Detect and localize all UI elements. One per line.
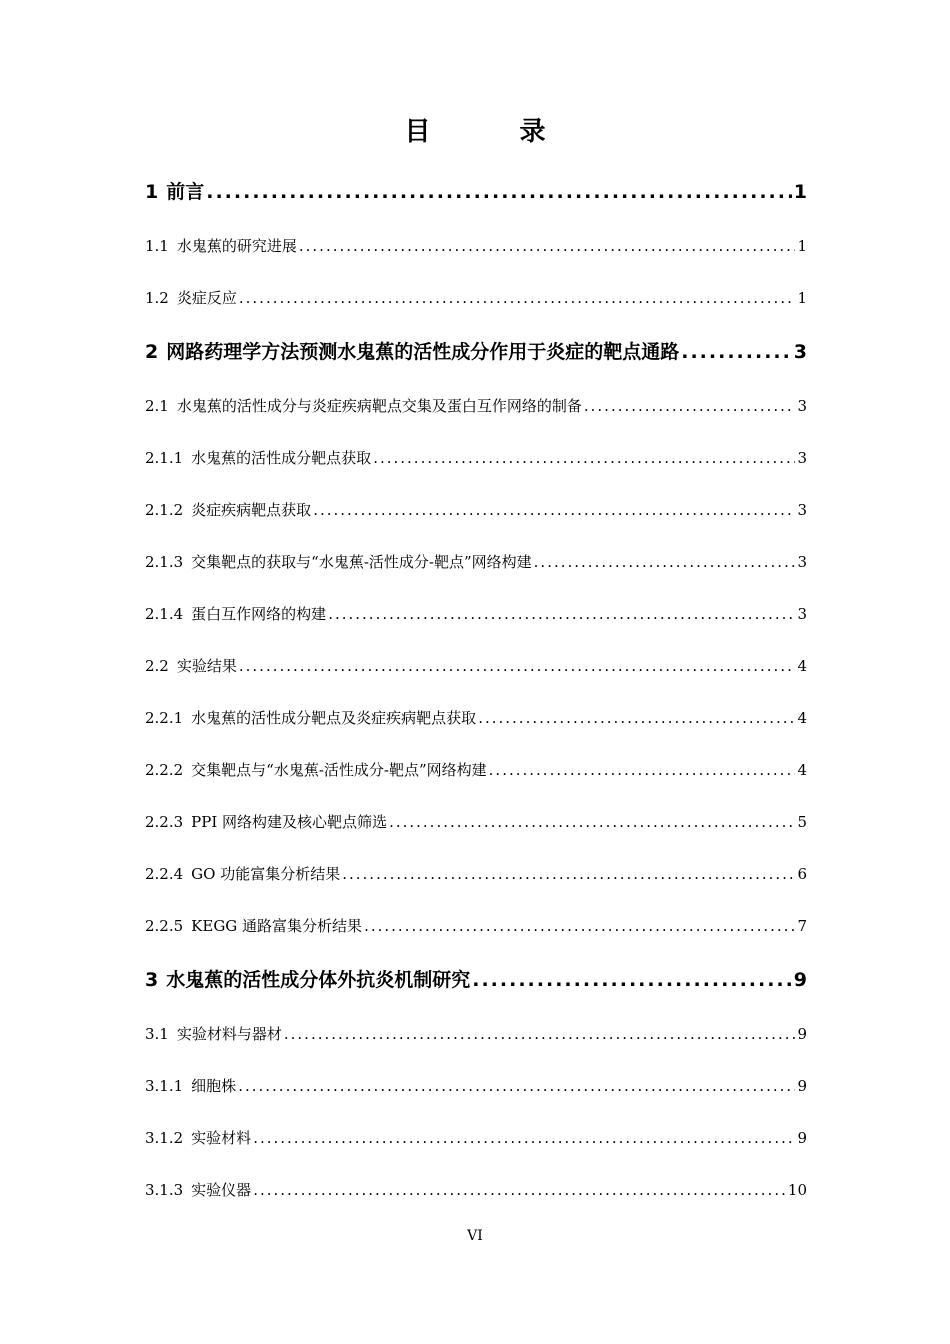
toc-dot-leader	[299, 220, 796, 272]
toc-entry-number: 3.1.3	[145, 1181, 184, 1199]
toc-entry[interactable]	[145, 848, 807, 900]
toc-entry-number: 2.2.2	[145, 761, 184, 779]
toc-entry-page: 9	[797, 1129, 807, 1147]
toc-entry[interactable]	[145, 484, 807, 536]
toc-entry-title: 蛋白互作网络的构建	[191, 605, 327, 623]
toc-dot-leader	[681, 324, 792, 380]
toc-dot-leader	[239, 272, 796, 324]
toc-entry[interactable]	[145, 744, 807, 796]
toc-entry-number: 2.2.1	[145, 709, 184, 727]
toc-entry-title: 水鬼蕉的活性成分靶点获取	[191, 449, 372, 467]
toc-entry-page: 7	[797, 917, 807, 935]
toc-entry[interactable]	[145, 900, 807, 952]
toc-entry-number: 1.2	[145, 289, 169, 307]
toc-entry-page: 1	[797, 237, 807, 255]
toc-entry-title: 交集靶点的获取与“水鬼蕉-活性成分-靶点”网络构建	[191, 553, 532, 571]
toc-entry-number: 3	[145, 969, 159, 991]
toc-entry-title: 炎症反应	[176, 289, 237, 307]
toc-entry-title: 水鬼蕉的活性成分体外抗炎机制研究	[166, 969, 471, 991]
toc-entry-number: 2.1	[145, 397, 169, 415]
toc-dot-leader	[284, 1008, 796, 1060]
toc-dot-leader	[389, 796, 795, 848]
toc-dot-leader	[342, 848, 795, 900]
toc-dot-leader	[478, 692, 795, 744]
toc-dot-leader	[253, 1112, 795, 1164]
toc-entry[interactable]	[145, 640, 807, 692]
toc-entry-number: 2.1.2	[145, 501, 184, 519]
toc-entry-title: 实验仪器	[191, 1181, 252, 1199]
toc-entry-page: 9	[797, 1077, 807, 1095]
toc-entry[interactable]	[145, 324, 807, 380]
toc-entry-title: 炎症疾病靶点获取	[191, 501, 312, 519]
toc-entry-number: 2	[145, 341, 159, 363]
toc-entry[interactable]	[145, 796, 807, 848]
toc-entry[interactable]	[145, 588, 807, 640]
toc-entry-title: 前言	[166, 181, 205, 203]
toc-entry-number: 3.1.2	[145, 1129, 184, 1147]
toc-entry-page: 4	[797, 657, 807, 675]
toc-entry-page: 1	[797, 289, 807, 307]
toc-entry-title: 实验材料与器材	[176, 1025, 282, 1043]
toc-dot-leader	[534, 536, 796, 588]
toc-entry-title: 网路药理学方法预测水鬼蕉的活性成分作用于炎症的靶点通路	[166, 341, 680, 363]
toc-entry[interactable]	[145, 432, 807, 484]
toc-entry-title: 实验结果	[176, 657, 237, 675]
toc-entry[interactable]	[145, 1164, 807, 1216]
toc-entry-title: 交集靶点与“水鬼蕉-活性成分-靶点”网络构建	[191, 761, 487, 779]
toc-entry[interactable]	[145, 220, 807, 272]
toc-entry-page: 3	[793, 341, 807, 363]
toc-dot-leader	[328, 588, 795, 640]
toc-dot-leader	[364, 900, 795, 952]
toc-entry[interactable]	[145, 380, 807, 432]
toc-entry-number: 2.2.3	[145, 813, 184, 831]
toc-dot-leader	[206, 164, 792, 220]
page-title: 目 录	[404, 117, 586, 147]
toc-dot-leader	[584, 380, 796, 432]
toc-entry-number: 2.1.4	[145, 605, 184, 623]
toc-dot-leader	[253, 1164, 786, 1216]
toc-entry-number: 2.1.1	[145, 449, 184, 467]
toc-entry-title: 细胞株	[191, 1077, 237, 1095]
toc-entry-title: 水鬼蕉的研究进展	[176, 237, 297, 255]
table-of-contents	[145, 164, 807, 1216]
toc-entry-page: 3	[797, 553, 807, 571]
toc-entry-page: 4	[797, 709, 807, 727]
toc-entry-number: 1.1	[145, 237, 169, 255]
toc-entry-number: 2.2	[145, 657, 169, 675]
toc-dot-leader	[239, 640, 796, 692]
toc-dot-leader	[238, 1060, 795, 1112]
toc-entry-title: 实验材料	[191, 1129, 252, 1147]
toc-entry[interactable]	[145, 692, 807, 744]
toc-entry-page: 3	[797, 397, 807, 415]
toc-dot-leader	[472, 952, 792, 1008]
toc-entry-page: 1	[793, 181, 807, 203]
toc-entry[interactable]	[145, 536, 807, 588]
toc-entry-page: 4	[797, 761, 807, 779]
toc-dot-leader	[489, 744, 796, 796]
toc-entry-page: 3	[797, 449, 807, 467]
toc-entry-number: 2.2.4	[145, 865, 184, 883]
toc-dot-leader	[373, 432, 795, 484]
toc-entry-page: 9	[797, 1025, 807, 1043]
toc-entry[interactable]	[145, 1112, 807, 1164]
toc-entry-number: 3.1.1	[145, 1077, 184, 1095]
footer-page-number: VI	[467, 1228, 483, 1244]
toc-entry-number: 2.1.3	[145, 553, 184, 571]
toc-entry-title: KEGG 通路富集分析结果	[191, 917, 363, 935]
toc-entry-page: 5	[797, 813, 807, 831]
toc-entry[interactable]	[145, 272, 807, 324]
toc-entry[interactable]	[145, 1008, 807, 1060]
toc-entry-page: 6	[797, 865, 807, 883]
toc-entry[interactable]	[145, 952, 807, 1008]
toc-entry-number: 3.1	[145, 1025, 169, 1043]
toc-entry-number: 1	[145, 181, 159, 203]
toc-entry[interactable]	[145, 1060, 807, 1112]
toc-entry-title: 水鬼蕉的活性成分靶点及炎症疾病靶点获取	[191, 709, 477, 727]
toc-entry-title: 水鬼蕉的活性成分与炎症疾病靶点交集及蛋白互作网络的制备	[176, 397, 582, 415]
toc-entry-page: 3	[797, 501, 807, 519]
toc-dot-leader	[313, 484, 795, 536]
toc-entry-page: 9	[793, 969, 807, 991]
toc-entry-title: GO 功能富集分析结果	[191, 865, 341, 883]
toc-entry[interactable]	[145, 164, 807, 220]
toc-entry-number: 2.2.5	[145, 917, 184, 935]
toc-entry-title: PPI 网络构建及核心靶点筛选	[191, 813, 388, 831]
toc-entry-page: 10	[787, 1181, 807, 1199]
toc-entry-page: 3	[797, 605, 807, 623]
